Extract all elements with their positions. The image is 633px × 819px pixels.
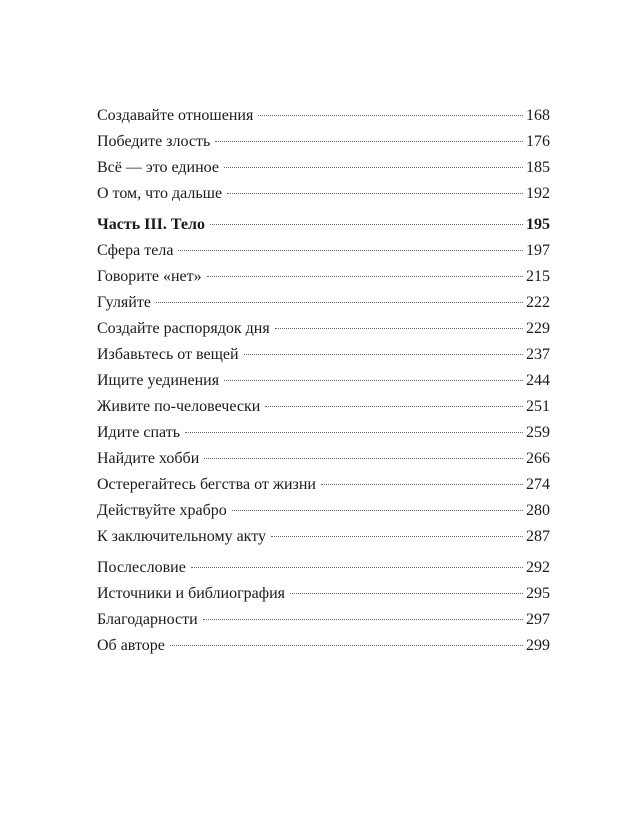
dot-leader: [232, 510, 523, 511]
toc-group: [97, 555, 550, 659]
toc-entry: [97, 555, 550, 581]
toc-entry-page-number: 215: [526, 268, 550, 285]
toc-entry-page-number: 259: [526, 424, 550, 441]
toc-entry: [97, 316, 550, 342]
toc-entry-page-number: 168: [526, 107, 550, 124]
toc-entry-page-number: 244: [526, 372, 550, 389]
dot-leader: [258, 115, 523, 116]
toc-entry-title: Послесловие: [97, 559, 186, 576]
dot-leader: [275, 328, 523, 329]
toc-entry-page-number: 185: [526, 159, 550, 176]
toc-entry-title: Идите спать: [97, 424, 180, 441]
dot-leader: [224, 167, 523, 168]
dot-leader: [203, 619, 523, 620]
dot-leader: [170, 645, 523, 646]
toc-entry-title: Избавьтесь от вещей: [97, 346, 239, 363]
dot-leader: [290, 593, 523, 594]
toc-entry-page-number: 266: [526, 450, 550, 467]
toc-entry: [97, 181, 550, 207]
toc-entry: [97, 342, 550, 368]
toc-entry: [97, 472, 550, 498]
toc-entry: [97, 633, 550, 659]
toc-entry: [97, 394, 550, 420]
table-of-contents: [97, 103, 550, 659]
toc-entry-page-number: 192: [526, 185, 550, 202]
toc-entry: [97, 238, 550, 264]
toc-entry: [97, 290, 550, 316]
toc-entry-page-number: 176: [526, 133, 550, 150]
dot-leader: [191, 567, 523, 568]
toc-entry: [97, 607, 550, 633]
toc-entry-title: Гуляйте: [97, 294, 151, 311]
toc-entry-title: Найдите хобби: [97, 450, 200, 467]
toc-entry-title: К заключительному акту: [97, 528, 267, 545]
toc-entry-title: Источники и библиография: [97, 585, 286, 602]
toc-entry-page-number: 229: [526, 320, 550, 337]
toc-entry-title: Сфера тела: [97, 242, 174, 259]
toc-entry: [97, 264, 550, 290]
toc-entry: [97, 446, 550, 472]
dot-leader: [224, 380, 523, 381]
dot-leader: [227, 193, 523, 194]
dot-leader: [156, 302, 523, 303]
dot-leader: [207, 276, 523, 277]
toc-entry: [97, 103, 550, 129]
toc-entry: [97, 129, 550, 155]
toc-entry-title: Живите по-человечески: [97, 398, 261, 415]
toc-entry-title: Победите злость: [97, 133, 211, 150]
dot-leader: [271, 536, 523, 537]
toc-entry: [97, 420, 550, 446]
toc-entry-title: Действуйте храбро: [97, 502, 227, 519]
toc-part-heading: [97, 212, 550, 238]
toc-entry: [97, 368, 550, 394]
dot-leader: [321, 484, 523, 485]
toc-entry-page-number: 195: [526, 216, 550, 233]
toc-entry-title: Часть III. Тело: [97, 216, 205, 233]
toc-entry: [97, 524, 550, 550]
toc-entry-page-number: 297: [526, 611, 550, 628]
toc-entry-title: Всё — это единое: [97, 159, 219, 176]
toc-group: [97, 212, 550, 550]
dot-leader: [215, 141, 523, 142]
toc-entry-title: Благодарности: [97, 611, 198, 628]
toc-entry-page-number: 299: [526, 637, 550, 654]
dot-leader: [185, 432, 523, 433]
toc-entry-page-number: 222: [526, 294, 550, 311]
toc-entry-title: Об авторе: [97, 637, 165, 654]
toc-entry-page-number: 274: [526, 476, 550, 493]
toc-entry-title: Остерегайтесь бегства от жизни: [97, 476, 316, 493]
dot-leader: [178, 250, 523, 251]
dot-leader: [265, 406, 523, 407]
toc-entry: [97, 498, 550, 524]
dot-leader: [204, 458, 523, 459]
toc-entry-title: О том, что дальше: [97, 185, 223, 202]
toc-entry-page-number: 237: [526, 346, 550, 363]
toc-entry-page-number: 197: [526, 242, 550, 259]
dot-leader: [244, 354, 523, 355]
toc-entry: [97, 155, 550, 181]
toc-entry-page-number: 280: [526, 502, 550, 519]
toc-entry-title: Ищите уединения: [97, 372, 220, 389]
toc-entry: [97, 581, 550, 607]
toc-entry-page-number: 287: [526, 528, 550, 545]
toc-group: [97, 103, 550, 207]
toc-entry-title: Говорите «нет»: [97, 268, 202, 285]
toc-entry-page-number: 292: [526, 559, 550, 576]
toc-entry-title: Создайте распорядок дня: [97, 320, 270, 337]
toc-entry-page-number: 251: [526, 398, 550, 415]
toc-entry-page-number: 295: [526, 585, 550, 602]
toc-entry-title: Создавайте отношения: [97, 107, 254, 124]
dot-leader: [210, 224, 523, 225]
